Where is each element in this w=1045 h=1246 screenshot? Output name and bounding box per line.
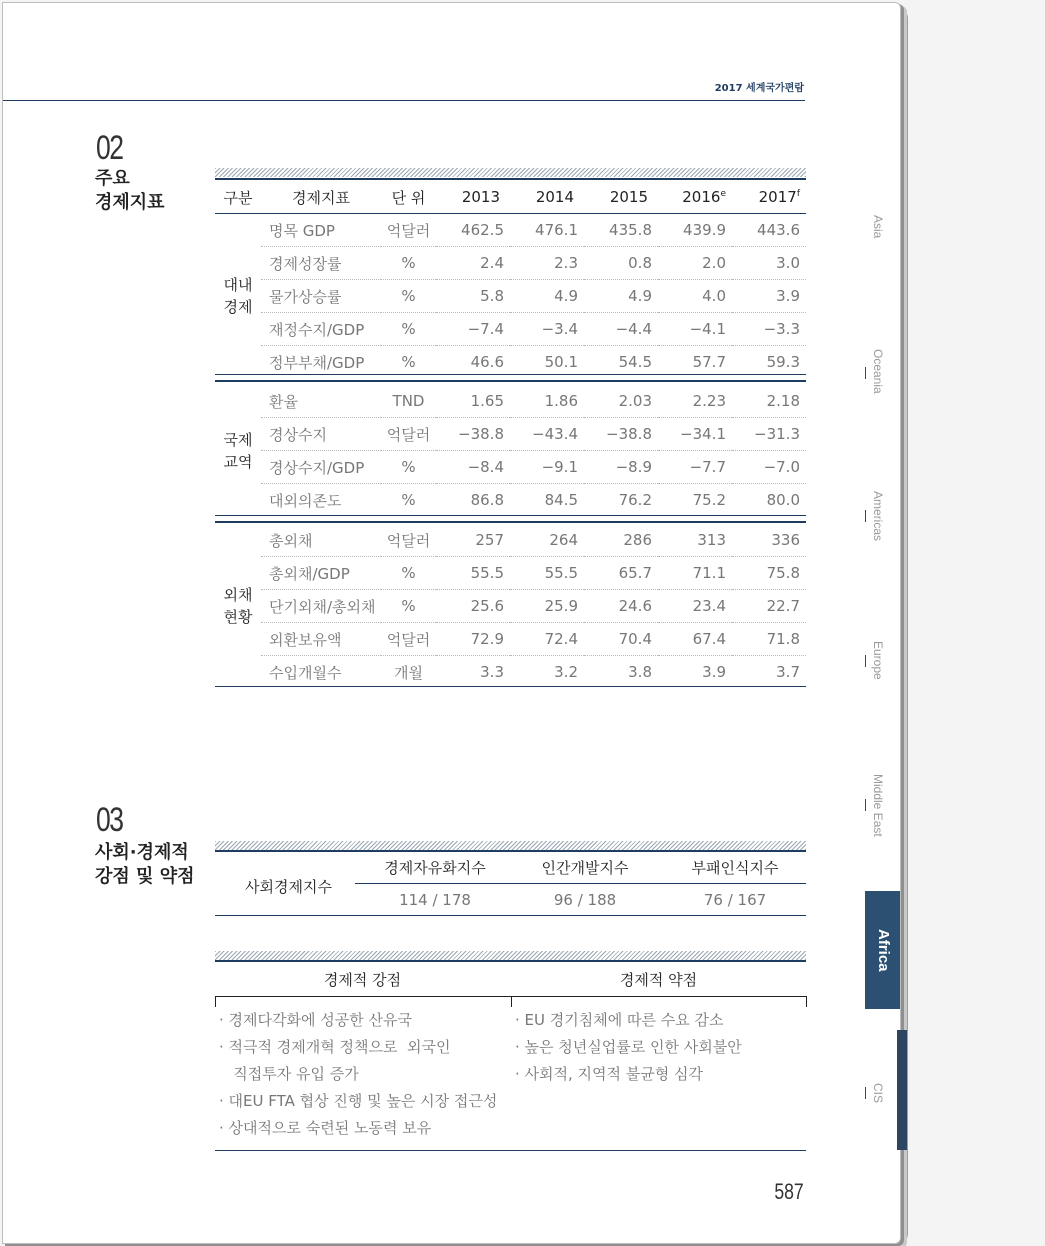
indicator-value: 462.5 xyxy=(436,214,510,247)
index-value: 76 / 167 xyxy=(703,891,767,909)
strength-item: · 상대적으로 숙련된 노동력 보유 xyxy=(219,1119,432,1137)
running-head: 2017 세계국가편람 xyxy=(714,83,804,94)
indicator-value: −34.1 xyxy=(658,418,732,451)
indicator-value: −8.4 xyxy=(436,451,510,484)
table-row xyxy=(215,313,806,346)
indicator-name: 경제성장률 xyxy=(261,247,381,280)
indicator-name: 대외의존도 xyxy=(269,491,342,510)
weaknesses-bracket xyxy=(511,996,807,1007)
indicator-name: 수입개월수 xyxy=(269,663,342,682)
indicator-unit: % xyxy=(401,353,416,371)
indicator-value: 3.9 xyxy=(702,663,726,681)
indicator-value: 2.03 xyxy=(584,385,658,418)
indicator-value: 286 xyxy=(584,524,658,557)
index-bottom-rule xyxy=(215,915,806,916)
strength-item: · 대EU FTA 협상 진행 및 높은 시장 접근성 xyxy=(219,1092,498,1110)
indicator-value: 5.8 xyxy=(436,280,510,313)
index-header: 부패인식지수 xyxy=(691,859,779,877)
indicator-unit: % xyxy=(401,491,416,509)
indicator-value: −31.3 xyxy=(732,418,806,451)
indicator-value: 80.0 xyxy=(766,491,800,509)
indicator-name: 외환보유액 xyxy=(261,623,381,656)
weakness-item: · EU 경기침체에 따른 수요 감소 xyxy=(515,1011,724,1029)
indicator-unit: 억달러 xyxy=(381,214,436,247)
strengths-bracket xyxy=(215,996,512,1007)
indicator-unit: 억달러 xyxy=(381,623,436,656)
socioeconomic-index-table xyxy=(215,851,806,915)
indicator-name: 정부부채/GDP xyxy=(269,353,365,372)
indicator-name: 총외채 xyxy=(261,524,381,557)
weaknesses-header: 경제적 약점 xyxy=(619,971,698,989)
index-label: 사회경제지수 xyxy=(245,878,332,896)
table-row xyxy=(215,524,806,557)
group-label: 외채 현황 xyxy=(223,586,253,626)
index-mid-rule xyxy=(355,883,806,884)
header-2013: 2013 xyxy=(461,188,500,206)
index-value: 114 / 178 xyxy=(399,891,471,909)
indicator-unit: 억달러 xyxy=(381,418,436,451)
table-hatch-top xyxy=(215,168,806,177)
section-3-number: 03 xyxy=(96,801,123,839)
index-header: 경제자유화지수 xyxy=(384,859,486,877)
indicator-value: 75.2 xyxy=(692,491,726,509)
indicator-unit: 개월 xyxy=(394,663,423,682)
tab-oceania[interactable]: Oceania xyxy=(871,349,885,394)
indicator-value: 2.0 xyxy=(658,247,732,280)
group-rule xyxy=(215,374,806,375)
indicator-value: −7.7 xyxy=(658,451,732,484)
table-row xyxy=(215,418,806,451)
indicator-unit: % xyxy=(381,280,436,313)
tab-asia[interactable]: Asia xyxy=(871,215,885,239)
economic-indicators-table xyxy=(215,180,806,214)
indicator-value: −7.4 xyxy=(436,313,510,346)
document-page xyxy=(2,2,901,1244)
indicator-value: 24.6 xyxy=(584,590,658,623)
indicator-value: −7.0 xyxy=(732,451,806,484)
table-row xyxy=(215,451,806,484)
indicator-value: 3.2 xyxy=(554,663,578,681)
strengths-list xyxy=(219,1007,497,1142)
indicator-unit: % xyxy=(381,313,436,346)
indicator-name: 단기외채/총외채 xyxy=(261,590,381,623)
table-row xyxy=(215,385,806,418)
strengths-header: 경제적 강점 xyxy=(323,971,402,989)
indicator-value: 4.9 xyxy=(510,280,584,313)
indicator-value: 336 xyxy=(732,524,806,557)
group-rule xyxy=(215,515,806,516)
index-value: 96 / 188 xyxy=(553,891,617,909)
indicator-value: 25.6 xyxy=(436,590,510,623)
indicator-value: −9.1 xyxy=(510,451,584,484)
table-row xyxy=(215,247,806,280)
weaknesses-list xyxy=(515,1007,742,1088)
indicator-value: −4.1 xyxy=(658,313,732,346)
weakness-item: · 높은 청년실업률로 인한 사회불안 xyxy=(515,1038,742,1056)
group-label: 대내 경제 xyxy=(223,276,253,316)
table-row xyxy=(215,484,806,517)
indicator-value: 3.8 xyxy=(628,663,652,681)
page-edge-strip xyxy=(897,1030,907,1150)
indicator-value: 439.9 xyxy=(658,214,732,247)
indicator-value: 435.8 xyxy=(584,214,658,247)
page-number: 587 xyxy=(774,1179,804,1204)
table-row xyxy=(215,590,806,623)
indicator-value: 23.4 xyxy=(658,590,732,623)
indicator-value: 3.3 xyxy=(480,663,504,681)
indicator-value: 25.9 xyxy=(510,590,584,623)
indicator-value: 67.4 xyxy=(658,623,732,656)
tab-marker xyxy=(865,1087,866,1099)
section-2-title: 주요 경제지표 xyxy=(95,168,165,213)
group-external-debt xyxy=(215,524,806,688)
indicator-value: −43.4 xyxy=(510,418,584,451)
indicator-value: 22.7 xyxy=(732,590,806,623)
indicator-name: 물가상승률 xyxy=(261,280,381,313)
indicator-value: 50.1 xyxy=(544,353,578,371)
table-row xyxy=(215,656,806,689)
header-rule xyxy=(3,100,805,101)
indicator-value: 46.6 xyxy=(470,353,504,371)
indicator-value: 2.3 xyxy=(510,247,584,280)
tab-marker xyxy=(865,655,866,667)
indicator-value: −4.4 xyxy=(584,313,658,346)
group-international-trade xyxy=(215,385,806,516)
indicator-value: 86.8 xyxy=(470,491,504,509)
indicator-value: 84.5 xyxy=(544,491,578,509)
indicator-value: 71.8 xyxy=(732,623,806,656)
indicator-value: 70.4 xyxy=(584,623,658,656)
indicator-value: 2.18 xyxy=(732,385,806,418)
header-indicator: 경제지표 xyxy=(292,188,350,207)
indicator-value: 3.0 xyxy=(732,247,806,280)
group-label: 국제 교역 xyxy=(223,430,253,471)
indicator-value: 257 xyxy=(436,524,510,557)
indicator-value: 75.8 xyxy=(732,557,806,590)
indicator-value: 71.1 xyxy=(658,557,732,590)
index-header: 인간개발지수 xyxy=(541,859,629,877)
table-row xyxy=(215,623,806,656)
index-hatch xyxy=(215,841,806,850)
indicator-value: 55.5 xyxy=(510,557,584,590)
indicator-value: −38.8 xyxy=(584,418,658,451)
indicator-value: 72.4 xyxy=(510,623,584,656)
indicator-name: 명목 GDP xyxy=(261,214,381,247)
indicator-unit: TND xyxy=(381,385,436,418)
indicator-name: 경상수지 xyxy=(261,418,381,451)
indicator-value: 0.8 xyxy=(584,247,658,280)
table-bottom-rule xyxy=(215,686,806,687)
indicator-value: 3.9 xyxy=(732,280,806,313)
strength-item: 직접투자 유입 증가 xyxy=(219,1065,359,1083)
tab-americas[interactable]: Americas xyxy=(871,491,885,542)
tab-africa[interactable]: Africa xyxy=(865,891,901,1009)
header-2015: 2015 xyxy=(609,188,648,206)
indicator-value: 313 xyxy=(658,524,732,557)
header-group: 구분 xyxy=(223,188,253,207)
sw-bottom-rule xyxy=(215,1150,806,1151)
tab-marker xyxy=(865,367,866,379)
indicator-value: 4.0 xyxy=(658,280,732,313)
indicator-value: −3.3 xyxy=(732,313,806,346)
indicator-value: 59.3 xyxy=(766,353,800,371)
indicator-value: −3.4 xyxy=(510,313,584,346)
indicator-value: 57.7 xyxy=(692,353,726,371)
indicator-value: 55.5 xyxy=(436,557,510,590)
indicator-unit: % xyxy=(381,590,436,623)
indicator-unit: % xyxy=(381,247,436,280)
group-domestic-economy xyxy=(215,214,806,378)
indicator-name: 경상수지/GDP xyxy=(261,451,381,484)
indicator-value: 443.6 xyxy=(732,214,806,247)
indicator-value: 1.65 xyxy=(436,385,510,418)
indicator-value: −38.8 xyxy=(436,418,510,451)
indicator-name: 총외채/GDP xyxy=(261,557,381,590)
sw-hatch xyxy=(215,951,806,960)
indicator-value: 4.9 xyxy=(584,280,658,313)
strength-item: · 경제다각화에 성공한 산유국 xyxy=(219,1011,412,1029)
header-2014: 2014 xyxy=(535,188,574,206)
indicator-unit: % xyxy=(381,557,436,590)
indicator-value: 1.86 xyxy=(510,385,584,418)
header-2016: 2016e xyxy=(682,188,726,206)
section-2-number: 02 xyxy=(96,129,123,167)
table-row xyxy=(215,557,806,590)
indicator-value: 65.7 xyxy=(584,557,658,590)
indicator-name: 환율 xyxy=(261,385,381,418)
indicator-value: 2.23 xyxy=(658,385,732,418)
indicator-value: 264 xyxy=(510,524,584,557)
sw-top-rule xyxy=(215,960,806,962)
group-rule-dark xyxy=(215,521,806,523)
header-unit: 단 위 xyxy=(391,188,426,207)
section-3-title: 사회·경제적 강점 및 약점 xyxy=(95,842,195,887)
indicator-name: 재정수지/GDP xyxy=(261,313,381,346)
tab-europe[interactable]: Europe xyxy=(871,641,885,680)
table-row xyxy=(215,214,806,247)
indicator-value: 476.1 xyxy=(510,214,584,247)
indicator-value: 3.7 xyxy=(776,663,800,681)
indicator-unit: 억달러 xyxy=(381,524,436,557)
tab-cis[interactable]: CIS xyxy=(871,1083,885,1104)
table-row xyxy=(215,280,806,313)
tab-middle-east[interactable]: Middle East xyxy=(871,774,885,837)
tab-marker xyxy=(865,510,866,522)
weakness-item: · 사회적, 지역적 불균형 심각 xyxy=(515,1065,703,1083)
indicator-value: −8.9 xyxy=(584,451,658,484)
header-2017: 2017$^f$ xyxy=(758,188,800,206)
strength-item: · 적극적 경제개혁 정책으로 외국인 xyxy=(219,1038,451,1056)
table-header-row xyxy=(215,180,806,214)
group-rule-dark xyxy=(215,380,806,382)
indicator-unit: % xyxy=(381,451,436,484)
indicator-value: 54.5 xyxy=(618,353,652,371)
indicator-value: 72.9 xyxy=(436,623,510,656)
indicator-value: 2.4 xyxy=(436,247,510,280)
indicator-value: 76.2 xyxy=(618,491,652,509)
tab-marker xyxy=(865,799,866,811)
